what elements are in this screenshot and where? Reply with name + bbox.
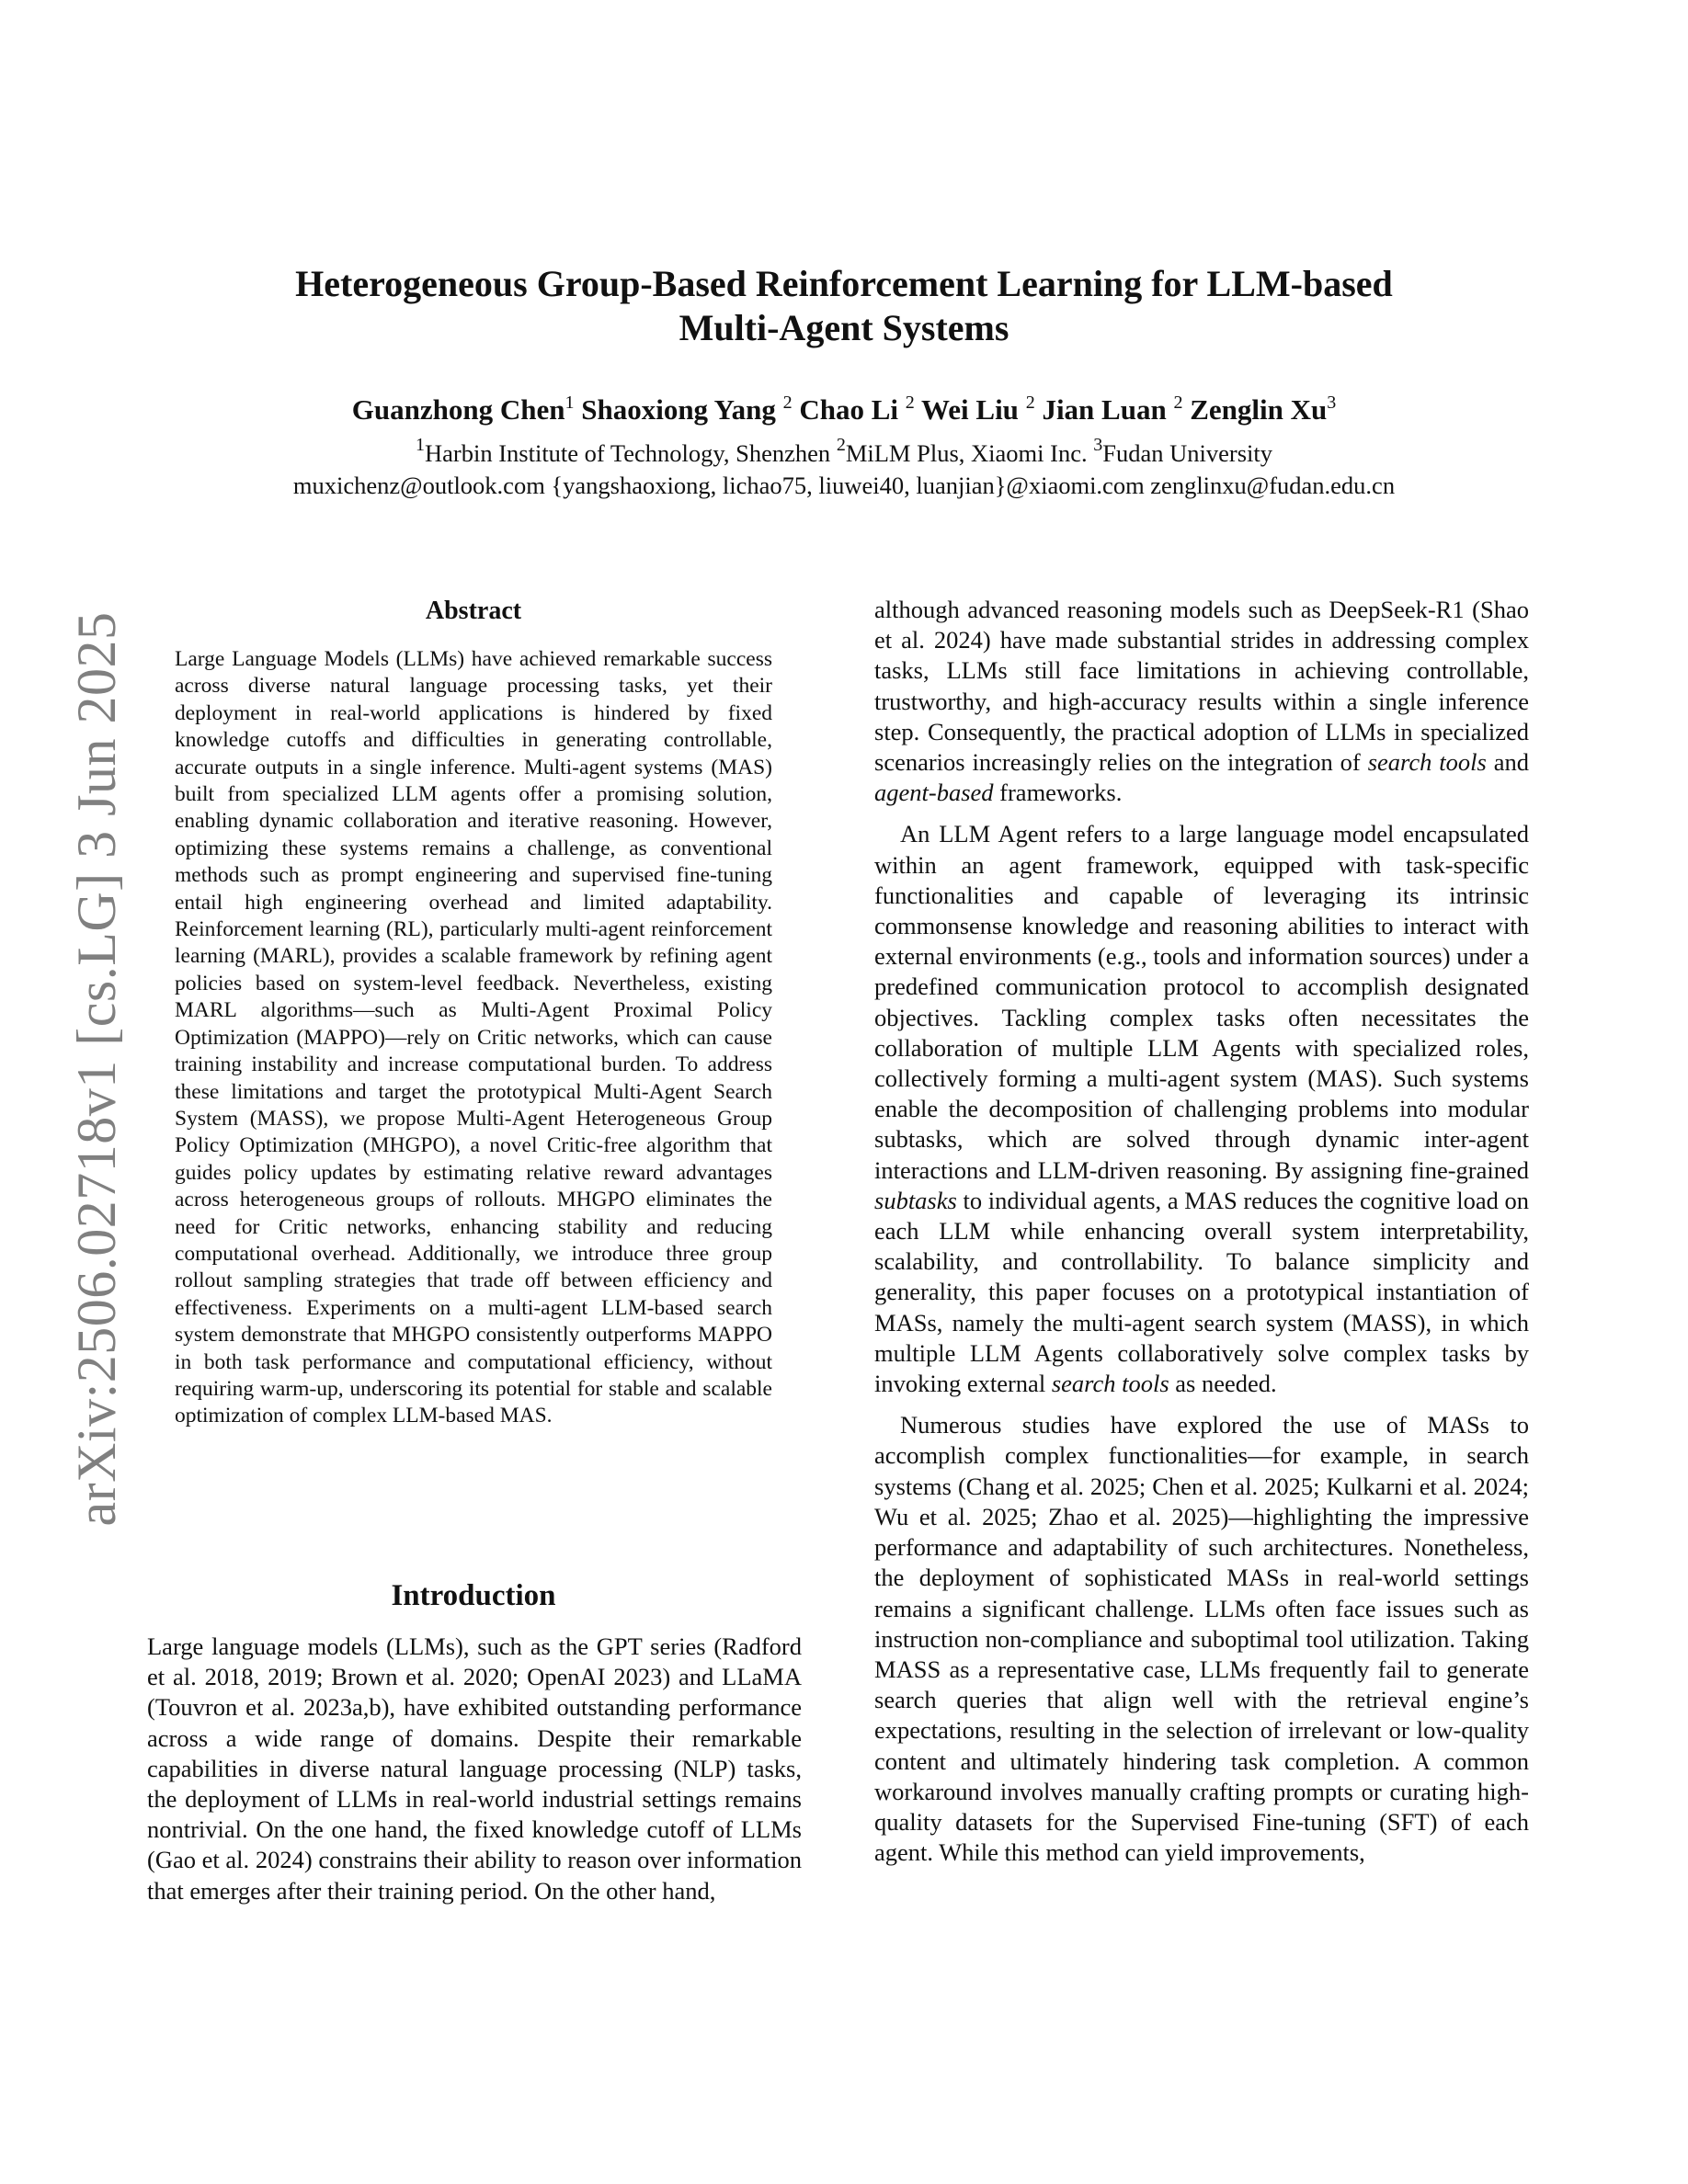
text-run: and [1486, 748, 1529, 777]
author-affil-mark: 2 [1173, 392, 1183, 413]
affiliation-mark: 1 [416, 435, 425, 455]
emphasis-text: search tools [1367, 748, 1487, 777]
author-emails: muxichenz@outlook.com {yangshaoxiong, lichao75, liuwei40, luanjian}@xiaomi.com zenglinxu@fudan.edu.cn [292, 472, 1396, 499]
author-name: Shaoxiong Yang [581, 393, 776, 426]
emphasis-text: search tools [1051, 1370, 1169, 1398]
introduction-heading: Introduction [391, 1579, 556, 1612]
body-paragraph [874, 819, 1529, 1399]
author-name: Chao Li [799, 393, 899, 426]
abstract-body: Large Language Models (LLMs) have achieved remarkable success across diverse natural language processing tasks, yet their deployment in real-world applications is hindered by fixed knowledge cutoffs and difficulties in generating controllable, accurate outputs in a single inference. Multi-agent systems (MAS) built from specialized LLM agents offer a promising solution, enabling dynamic collaboration and iterative reasoning. However, optimizing these systems remains a challenge, as conventional methods such as prompt engineering and supervised fine-tuning entail high engineering overhead and limited adaptability. Reinforcement learning (RL), particularly multi-agent reinforcement learning (MARL), provides a scalable framework by refining agent policies based on system-level feedback. Nevertheless, existing MARL algorithms—such as Multi-Agent Proximal Policy Optimization (MAPPO)—rely on Critic networks, which can cause training instability and increase computational burden. To address these limitations and target the prototypical Multi-Agent Search System (MASS), we propose Multi-Agent Heterogeneous Group Policy Optimization (MHGPO), a novel Critic-free algorithm that guides policy updates by estimating relative reward advantages across heterogeneous groups of rollouts. MHGPO eliminates the need for Critic networks, enhancing stability and reducing computational overhead. Additionally, we introduce three group rollout sampling strategies that trade off between efficiency and effectiveness. Experiments on a multi-agent LLM-based search system demonstrate that MHGPO consistently outperforms MAPPO in both task performance and computational efficiency, without requiring warm-up, underscoring its potential for stable and scalable optimization of complex LLM-based MAS. [175, 647, 772, 1428]
title-line-1: Heterogeneous Group-Based Reinforcement Learning for LLM-based [295, 263, 1393, 304]
emphasis-text: agent-based [874, 779, 994, 807]
title-line-2: Multi-Agent Systems [679, 307, 1009, 348]
author-name: Zenglin Xu [1190, 393, 1328, 426]
author-name: Guanzhong Chen [351, 393, 565, 426]
author-list [138, 392, 1550, 428]
right-column [874, 595, 1529, 1879]
introduction-paragraph: Large language models (LLMs), such as the GPT series (Radford et al. 2018, 2019; Brown et al. 2020; OpenAI 2023) and LLaMA (Touvron et al. 2023a,b), have exhibited outstanding performance across a wide range of domains. Despite their remarkable capabilities in diverse natural language processing (NLP) tasks, the deployment of LLMs in real-world industrial settings remains nontrivial. On the one hand, the fixed knowledge cutoff of LLMs (Gao et al. 2024) constrains their ability to reason over information that emerges after their training period. On the other hand, [147, 1632, 802, 1905]
text-run: An LLM Agent refers to a large language model encapsulated within an agent framework, equipped with task-specific functionalities and capable of leveraging its intrinsic commonsense knowledge and reasoning abilities to interact with external environments (e.g., tools and information sources) under a predefined communication protocol to accomplish designated objectives. Tackling complex tasks often necessitates the collaboration of multiple LLM Agents with specialized roles, collectively forming a multi-agent system (MAS). Such systems enable the decomposition of challenging problems into modular subtasks, which are solved through dynamic inter-agent interactions and LLM-driven reasoning. By assigning fine-grained [874, 820, 1529, 1184]
author-affil-mark: 2 [905, 392, 915, 413]
author-affil-mark: 1 [565, 392, 575, 413]
body-paragraph: Numerous studies have explored the use of MASs to accomplish complex functionalities—for example, in search systems (Chang et al. 2025; Chen et al. 2025; Kulkarni et al. 2024; Wu et al. 2025; Zhao et al. 2025)—highlighting the impressive performance and adaptability of such architectures. Nonetheless, the deployment of sophisticated MASs in real-world settings remains a significant challenge. LLMs often face issues such as instruction non-compliance and suboptimal tool utilization. Taking MASS as a representative case, LLMs frequently fail to generate search queries that align well with the retrieval engine’s expectations, resulting in the selection of irrelevant or low-quality content and ultimately hindering task completion. A common workaround involves manually crafting prompts or curating high-quality datasets for the Supervised Fine-tuning (SFT) of each agent. While this method can yield improvements, [874, 1411, 1529, 1867]
author-affil-mark: 3 [1327, 392, 1337, 413]
affiliation-text: Harbin Institute of Technology, Shenzhen [425, 439, 837, 467]
affiliation-text: Fudan University [1102, 439, 1272, 467]
text-run: to individual agents, a MAS reduces the cognitive load on each LLM while enhancing overall system interpretability, scalability, and controllability. To balance simplicity and generality, this paper focuses on a prototypical instantiation of MASs, namely the multi-agent search system (MASS), in which multiple LLM Agents collaboratively solve complex tasks by invoking external [874, 1186, 1529, 1398]
author-affil-mark: 2 [782, 392, 793, 413]
text-run: although advanced reasoning models such as DeepSeek-R1 (Shao et al. 2024) have made substantial strides in addressing complex tasks, LLMs still face limitations in achieving controllable, trustworthy, and high-accuracy results within a single inference step. Consequently, the practical adoption of LLMs in specialized scenarios increasingly relies on the integration of [874, 596, 1529, 777]
body-paragraph [874, 595, 1529, 808]
paper-title [138, 262, 1550, 350]
affiliation-mark: 3 [1093, 435, 1103, 455]
affiliation-mark: 2 [836, 435, 846, 455]
affiliation-text: MiLM Plus, Xiaomi Inc. [845, 439, 1094, 467]
affiliations [138, 435, 1550, 468]
abstract-heading: Abstract [425, 597, 522, 625]
text-run: as needed. [1169, 1370, 1277, 1398]
author-affil-mark: 2 [1025, 392, 1035, 413]
text-run: frameworks. [993, 779, 1123, 807]
author-name: Jian Luan [1042, 393, 1167, 426]
emphasis-text: subtasks [874, 1186, 957, 1214]
arxiv-identifier: arXiv:2506.02718v1 [cs.LG] 3 Jun 2025 [66, 611, 127, 1527]
author-name: Wei Liu [920, 393, 1019, 426]
